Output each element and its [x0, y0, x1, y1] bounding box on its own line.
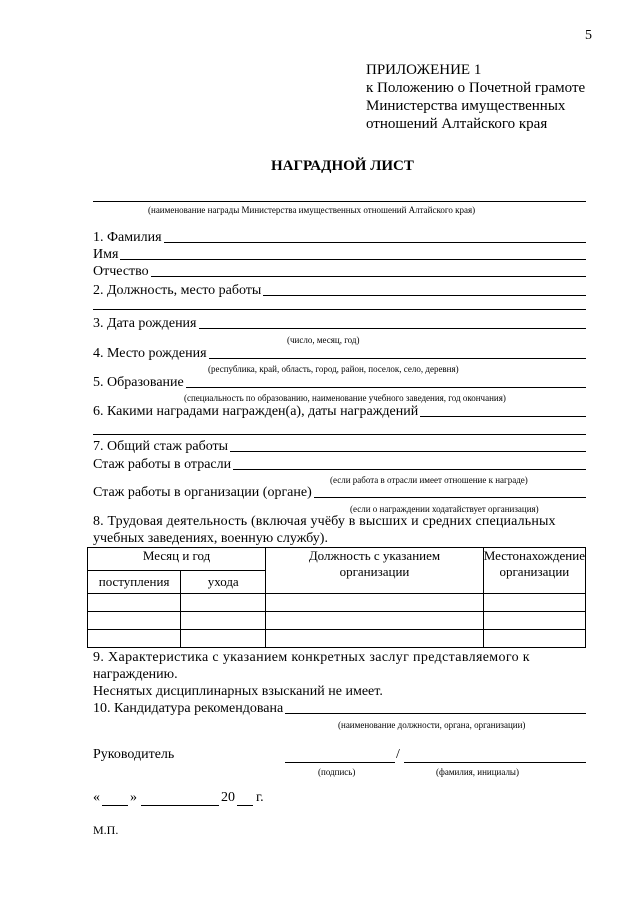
name-field[interactable] — [93, 246, 586, 263]
table-cell[interactable] — [181, 612, 266, 630]
birth-date-caption: (число, месяц, год) — [287, 335, 360, 345]
table-row — [88, 630, 586, 648]
appendix-line-1: к Положению о Почетной грамоте — [366, 80, 586, 96]
patronymic-label: Отчество — [93, 264, 149, 279]
th-exit — [181, 571, 266, 594]
table-row — [88, 612, 586, 630]
industry-exp-label: Стаж работы в отрасли — [93, 457, 232, 472]
birth-date-label: 3. Дата рождения — [93, 316, 197, 331]
date-open-quote: « — [93, 790, 100, 805]
full-name-caption: (фамилия, инициалы) — [436, 767, 519, 777]
th-entry — [88, 571, 181, 594]
position-label: 2. Должность, место работы — [93, 283, 262, 298]
table-row — [88, 594, 586, 612]
award-name-caption: (наименование награды Министерства имущественных отношений Алтайского края) — [148, 205, 476, 215]
org-exp-label: Стаж работы в организации (органе) — [93, 485, 312, 500]
table-cell[interactable] — [88, 630, 181, 648]
th-location — [483, 548, 585, 594]
work-history-line-2: учебных заведениях, военную службу). — [93, 531, 328, 546]
appendix-title: ПРИЛОЖЕНИЕ 1 — [366, 62, 482, 78]
th-location-label-2: организации — [499, 564, 570, 579]
surname-label: 1. Фамилия — [93, 230, 162, 245]
awards-field[interactable] — [93, 403, 586, 420]
position-extra-line[interactable] — [93, 309, 586, 310]
recommended-caption: (наименование должности, органа, организации) — [338, 720, 526, 730]
work-history-line-1: 8. Трудовая деятельность (включая учёбу в высших и средних специальных — [93, 514, 556, 529]
appendix-line-2: Министерства имущественных — [366, 98, 566, 114]
stamp-label: М.П. — [93, 823, 119, 837]
table-cell[interactable] — [266, 630, 484, 648]
recommended-field[interactable] — [93, 700, 586, 717]
document-title: НАГРАДНОЙ ЛИСТ — [271, 158, 414, 174]
industry-exp-field[interactable] — [93, 456, 586, 473]
awards-label: 6. Какими наградами награжден(а), даты награждений — [93, 404, 419, 419]
signature-caption: (подпись) — [318, 767, 356, 777]
date-day-line[interactable] — [102, 805, 128, 806]
education-field[interactable] — [93, 374, 586, 391]
industry-exp-caption: (если работа в отрасли имеет отношение к награде) — [330, 475, 528, 485]
full-name-line[interactable] — [404, 762, 586, 763]
work-history-table — [87, 547, 586, 648]
table-cell[interactable] — [483, 630, 585, 648]
th-position-label-1: Должность с указанием — [308, 548, 441, 563]
table-cell[interactable] — [181, 630, 266, 648]
table-cell[interactable] — [181, 594, 266, 612]
th-position-label-2: организации — [339, 564, 410, 579]
recommended-label: 10. Кандидатура рекомендована — [93, 701, 284, 716]
th-month-year-label: Месяц и год — [142, 548, 211, 563]
head-label: Руководитель — [93, 747, 175, 762]
th-entry-label: поступления — [98, 574, 170, 589]
name-label: Имя — [93, 247, 119, 262]
birth-place-caption: (республика, край, область, город, район, поселок, село, деревня) — [208, 364, 459, 374]
awards-extra-line[interactable] — [93, 434, 586, 435]
date-close-quote: » — [130, 790, 137, 805]
table-cell[interactable] — [483, 612, 585, 630]
table-cell[interactable] — [88, 594, 181, 612]
position-field[interactable] — [93, 282, 586, 299]
signature-line[interactable] — [285, 762, 395, 763]
birth-place-field[interactable] — [93, 345, 586, 362]
signature-slash: / — [396, 747, 400, 762]
org-exp-caption: (если о награждении ходатайствует организация) — [350, 504, 539, 514]
total-exp-field[interactable] — [93, 438, 586, 455]
th-position — [266, 548, 484, 594]
date-year-prefix: 20 — [221, 790, 235, 805]
table-cell[interactable] — [483, 594, 585, 612]
total-exp-label: 7. Общий стаж работы — [93, 439, 229, 454]
birth-date-field[interactable] — [93, 315, 586, 332]
award-name-line[interactable] — [93, 201, 586, 202]
page-number: 5 — [585, 28, 592, 43]
birth-place-label: 4. Место рождения — [93, 346, 207, 361]
surname-field[interactable] — [93, 229, 586, 246]
table-cell[interactable] — [88, 612, 181, 630]
org-exp-field[interactable] — [93, 484, 586, 501]
table-cell[interactable] — [266, 594, 484, 612]
patronymic-field[interactable] — [93, 263, 586, 280]
th-location-label-1: Местонахождение — [483, 548, 585, 563]
no-penalties-text: Неснятых дисциплинарных взысканий не имеет. — [93, 684, 383, 699]
appendix-line-3: отношений Алтайского края — [366, 116, 548, 132]
education-caption: (специальность по образованию, наименование учебного заведения, год окончания) — [184, 393, 506, 403]
characteristic-line-2: награждению. — [93, 667, 178, 682]
date-suffix: г. — [256, 790, 264, 805]
th-month-year — [88, 548, 266, 571]
table-cell[interactable] — [266, 612, 484, 630]
date-year-line[interactable] — [237, 805, 253, 806]
date-month-line[interactable] — [141, 805, 219, 806]
th-exit-label: ухода — [207, 574, 239, 589]
characteristic-line-1: 9. Характеристика с указанием конкретных заслуг представляемого к — [93, 650, 530, 665]
education-label: 5. Образование — [93, 375, 184, 390]
